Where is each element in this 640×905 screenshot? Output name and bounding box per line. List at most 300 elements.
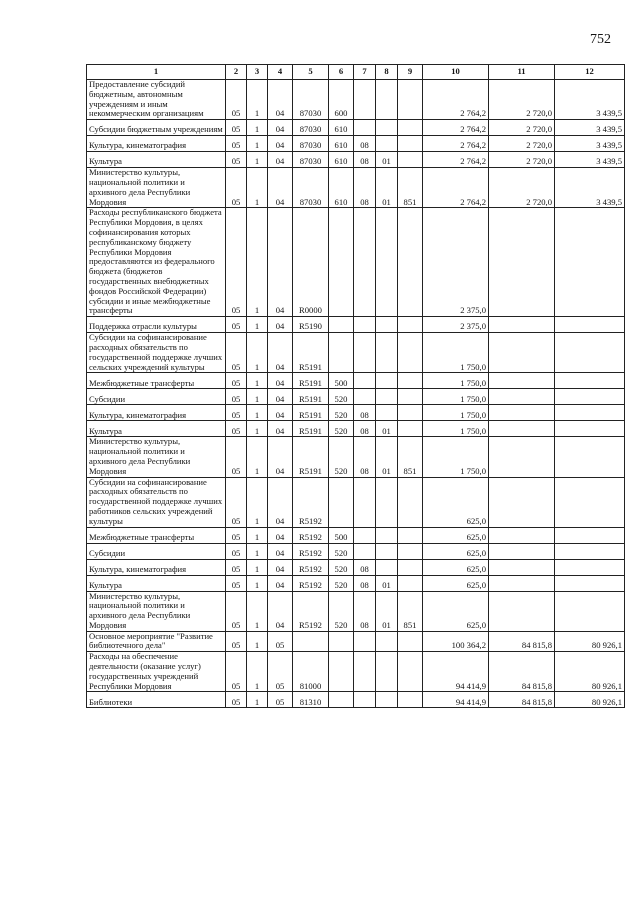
code-gp-cell: 05 bbox=[226, 389, 247, 405]
code-pp-cell: 1 bbox=[247, 477, 268, 527]
code-target-cell: R5192 bbox=[293, 559, 329, 575]
code-pp-cell: 1 bbox=[247, 168, 268, 208]
code-grbs-cell bbox=[398, 208, 423, 317]
amount-year-1-cell: 1 750,0 bbox=[423, 373, 489, 389]
amount-year-2-cell bbox=[489, 405, 555, 421]
amount-year-1-cell: 1 750,0 bbox=[423, 405, 489, 421]
code-grbs-cell bbox=[398, 405, 423, 421]
code-om-cell: 04 bbox=[268, 575, 293, 591]
amount-year-2-cell bbox=[489, 437, 555, 477]
code-section-cell: 08 bbox=[354, 168, 376, 208]
code-section-cell: 08 bbox=[354, 559, 376, 575]
code-gp-cell: 05 bbox=[226, 437, 247, 477]
column-header-12: 12 bbox=[555, 65, 625, 80]
code-section-cell: 08 bbox=[354, 591, 376, 631]
code-target-cell: R5192 bbox=[293, 527, 329, 543]
row-name-cell: Культура, кинематография bbox=[87, 136, 226, 152]
code-om-cell: 04 bbox=[268, 477, 293, 527]
table-row bbox=[87, 373, 625, 389]
code-pp-cell: 1 bbox=[247, 591, 268, 631]
code-om-cell: 05 bbox=[268, 631, 293, 652]
code-grbs-cell bbox=[398, 317, 423, 333]
amount-year-3-cell: 80 926,1 bbox=[555, 652, 625, 692]
code-vr-cell bbox=[329, 692, 354, 708]
code-section-cell bbox=[354, 373, 376, 389]
column-header-11: 11 bbox=[489, 65, 555, 80]
row-name-cell: Культура bbox=[87, 152, 226, 168]
code-target-cell: 81310 bbox=[293, 692, 329, 708]
row-name-cell: Основное мероприятие "Развитие библиотечного дела" bbox=[87, 631, 226, 652]
code-gp-cell: 05 bbox=[226, 405, 247, 421]
code-target-cell: R5190 bbox=[293, 317, 329, 333]
code-vr-cell bbox=[329, 333, 354, 373]
code-grbs-cell: 851 bbox=[398, 168, 423, 208]
code-section-cell: 08 bbox=[354, 437, 376, 477]
code-om-cell: 04 bbox=[268, 389, 293, 405]
code-vr-cell: 520 bbox=[329, 559, 354, 575]
code-pp-cell: 1 bbox=[247, 208, 268, 317]
code-grbs-cell bbox=[398, 152, 423, 168]
code-om-cell: 04 bbox=[268, 152, 293, 168]
amount-year-3-cell bbox=[555, 527, 625, 543]
code-section-cell bbox=[354, 692, 376, 708]
code-om-cell: 04 bbox=[268, 317, 293, 333]
code-vr-cell bbox=[329, 477, 354, 527]
amount-year-1-cell: 625,0 bbox=[423, 543, 489, 559]
column-header-10: 10 bbox=[423, 65, 489, 80]
code-vr-cell: 610 bbox=[329, 120, 354, 136]
row-name-cell: Субсидии бюджетным учреждениям bbox=[87, 120, 226, 136]
code-gp-cell: 05 bbox=[226, 168, 247, 208]
code-gp-cell: 05 bbox=[226, 692, 247, 708]
code-om-cell: 04 bbox=[268, 208, 293, 317]
code-gp-cell: 05 bbox=[226, 527, 247, 543]
code-vr-cell: 520 bbox=[329, 543, 354, 559]
amount-year-1-cell: 2 375,0 bbox=[423, 317, 489, 333]
code-grbs-cell bbox=[398, 543, 423, 559]
column-header-8: 8 bbox=[376, 65, 398, 80]
code-section-cell bbox=[354, 543, 376, 559]
code-pp-cell: 1 bbox=[247, 559, 268, 575]
code-gp-cell: 05 bbox=[226, 80, 247, 120]
code-subsection-cell bbox=[376, 543, 398, 559]
code-target-cell: 87030 bbox=[293, 80, 329, 120]
code-pp-cell: 1 bbox=[247, 389, 268, 405]
code-vr-cell: 520 bbox=[329, 437, 354, 477]
code-pp-cell: 1 bbox=[247, 575, 268, 591]
code-subsection-cell bbox=[376, 631, 398, 652]
code-om-cell: 04 bbox=[268, 373, 293, 389]
row-name-cell: Расходы на обеспечение деятельности (оказание услуг) государственных учреждений Республики Мордовия bbox=[87, 652, 226, 692]
row-name-cell: Межбюджетные трансферты bbox=[87, 527, 226, 543]
code-subsection-cell bbox=[376, 477, 398, 527]
code-pp-cell: 1 bbox=[247, 136, 268, 152]
table-row bbox=[87, 477, 625, 527]
code-pp-cell: 1 bbox=[247, 437, 268, 477]
amount-year-2-cell bbox=[489, 421, 555, 437]
amount-year-1-cell: 2 764,2 bbox=[423, 168, 489, 208]
row-name-cell: Субсидии bbox=[87, 389, 226, 405]
code-target-cell: R5192 bbox=[293, 575, 329, 591]
amount-year-1-cell: 100 364,2 bbox=[423, 631, 489, 652]
code-subsection-cell: 01 bbox=[376, 421, 398, 437]
amount-year-2-cell bbox=[489, 527, 555, 543]
table-row bbox=[87, 559, 625, 575]
amount-year-3-cell bbox=[555, 559, 625, 575]
code-subsection-cell bbox=[376, 527, 398, 543]
row-name-cell: Библиотеки bbox=[87, 692, 226, 708]
amount-year-2-cell bbox=[489, 543, 555, 559]
code-gp-cell: 05 bbox=[226, 421, 247, 437]
amount-year-3-cell bbox=[555, 333, 625, 373]
amount-year-3-cell: 80 926,1 bbox=[555, 692, 625, 708]
amount-year-3-cell: 3 439,5 bbox=[555, 152, 625, 168]
code-gp-cell: 05 bbox=[226, 317, 247, 333]
code-subsection-cell: 01 bbox=[376, 168, 398, 208]
code-subsection-cell bbox=[376, 136, 398, 152]
table-row bbox=[87, 527, 625, 543]
code-pp-cell: 1 bbox=[247, 373, 268, 389]
code-vr-cell: 520 bbox=[329, 389, 354, 405]
code-pp-cell: 1 bbox=[247, 405, 268, 421]
amount-year-1-cell: 625,0 bbox=[423, 559, 489, 575]
code-grbs-cell bbox=[398, 652, 423, 692]
table-row bbox=[87, 692, 625, 708]
table-row bbox=[87, 168, 625, 208]
code-section-cell bbox=[354, 208, 376, 317]
amount-year-3-cell: 3 439,5 bbox=[555, 120, 625, 136]
amount-year-2-cell bbox=[489, 373, 555, 389]
amount-year-2-cell: 2 720,0 bbox=[489, 120, 555, 136]
amount-year-3-cell: 3 439,5 bbox=[555, 168, 625, 208]
code-vr-cell bbox=[329, 631, 354, 652]
code-target-cell: R5192 bbox=[293, 543, 329, 559]
amount-year-2-cell bbox=[489, 333, 555, 373]
amount-year-2-cell: 2 720,0 bbox=[489, 168, 555, 208]
code-section-cell: 08 bbox=[354, 575, 376, 591]
code-om-cell: 04 bbox=[268, 120, 293, 136]
code-grbs-cell bbox=[398, 120, 423, 136]
amount-year-3-cell bbox=[555, 477, 625, 527]
code-target-cell: R5191 bbox=[293, 437, 329, 477]
column-header-2: 2 bbox=[226, 65, 247, 80]
code-vr-cell: 610 bbox=[329, 136, 354, 152]
code-subsection-cell: 01 bbox=[376, 591, 398, 631]
amount-year-3-cell bbox=[555, 575, 625, 591]
table-row bbox=[87, 575, 625, 591]
code-pp-cell: 1 bbox=[247, 692, 268, 708]
code-grbs-cell bbox=[398, 80, 423, 120]
code-target-cell: 87030 bbox=[293, 152, 329, 168]
code-subsection-cell bbox=[376, 405, 398, 421]
column-header-7: 7 bbox=[354, 65, 376, 80]
code-section-cell bbox=[354, 527, 376, 543]
code-pp-cell: 1 bbox=[247, 421, 268, 437]
table-row bbox=[87, 437, 625, 477]
amount-year-3-cell bbox=[555, 317, 625, 333]
code-section-cell bbox=[354, 652, 376, 692]
code-subsection-cell bbox=[376, 120, 398, 136]
row-name-cell: Министерство культуры, национальной политики и архивного дела Республики Мордовия bbox=[87, 591, 226, 631]
amount-year-1-cell: 2 764,2 bbox=[423, 120, 489, 136]
column-header-6: 6 bbox=[329, 65, 354, 80]
code-om-cell: 05 bbox=[268, 652, 293, 692]
code-grbs-cell: 851 bbox=[398, 437, 423, 477]
page-number: 752 bbox=[590, 32, 611, 47]
code-section-cell bbox=[354, 80, 376, 120]
code-section-cell bbox=[354, 631, 376, 652]
code-subsection-cell bbox=[376, 373, 398, 389]
code-vr-cell bbox=[329, 317, 354, 333]
row-name-cell: Культура, кинематография bbox=[87, 559, 226, 575]
row-name-cell: Предоставление субсидий бюджетным, автономным учреждениям и иным некоммерческим организациям bbox=[87, 80, 226, 120]
code-vr-cell: 500 bbox=[329, 373, 354, 389]
code-vr-cell: 610 bbox=[329, 152, 354, 168]
code-subsection-cell bbox=[376, 317, 398, 333]
code-pp-cell: 1 bbox=[247, 80, 268, 120]
amount-year-2-cell: 84 815,8 bbox=[489, 631, 555, 652]
code-vr-cell: 500 bbox=[329, 527, 354, 543]
code-pp-cell: 1 bbox=[247, 333, 268, 373]
amount-year-3-cell: 3 439,5 bbox=[555, 80, 625, 120]
code-pp-cell: 1 bbox=[247, 652, 268, 692]
code-vr-cell: 600 bbox=[329, 80, 354, 120]
code-grbs-cell bbox=[398, 136, 423, 152]
code-om-cell: 04 bbox=[268, 405, 293, 421]
amount-year-1-cell: 94 414,9 bbox=[423, 692, 489, 708]
code-grbs-cell bbox=[398, 559, 423, 575]
code-target-cell: R5191 bbox=[293, 405, 329, 421]
code-subsection-cell: 01 bbox=[376, 152, 398, 168]
amount-year-1-cell: 2 764,2 bbox=[423, 152, 489, 168]
code-grbs-cell bbox=[398, 575, 423, 591]
code-section-cell bbox=[354, 317, 376, 333]
code-subsection-cell bbox=[376, 389, 398, 405]
amount-year-1-cell: 625,0 bbox=[423, 477, 489, 527]
code-grbs-cell bbox=[398, 631, 423, 652]
code-grbs-cell bbox=[398, 477, 423, 527]
code-gp-cell: 05 bbox=[226, 333, 247, 373]
table-row bbox=[87, 333, 625, 373]
code-section-cell: 08 bbox=[354, 421, 376, 437]
table-body bbox=[87, 80, 625, 708]
amount-year-1-cell: 94 414,9 bbox=[423, 652, 489, 692]
amount-year-1-cell: 2 375,0 bbox=[423, 208, 489, 317]
code-grbs-cell bbox=[398, 389, 423, 405]
row-name-cell: Межбюджетные трансферты bbox=[87, 373, 226, 389]
code-subsection-cell bbox=[376, 333, 398, 373]
code-gp-cell: 05 bbox=[226, 120, 247, 136]
code-section-cell bbox=[354, 477, 376, 527]
code-gp-cell: 05 bbox=[226, 152, 247, 168]
amount-year-1-cell: 625,0 bbox=[423, 527, 489, 543]
amount-year-3-cell bbox=[555, 591, 625, 631]
table-row bbox=[87, 389, 625, 405]
code-gp-cell: 05 bbox=[226, 543, 247, 559]
code-subsection-cell: 01 bbox=[376, 437, 398, 477]
code-target-cell: R0000 bbox=[293, 208, 329, 317]
code-target-cell: R5191 bbox=[293, 389, 329, 405]
table-row bbox=[87, 80, 625, 120]
code-target-cell: 87030 bbox=[293, 136, 329, 152]
code-gp-cell: 05 bbox=[226, 591, 247, 631]
code-gp-cell: 05 bbox=[226, 477, 247, 527]
table-row bbox=[87, 421, 625, 437]
code-om-cell: 04 bbox=[268, 168, 293, 208]
budget-table bbox=[86, 64, 625, 708]
table-row bbox=[87, 208, 625, 317]
code-subsection-cell bbox=[376, 80, 398, 120]
table-row bbox=[87, 120, 625, 136]
code-pp-cell: 1 bbox=[247, 527, 268, 543]
amount-year-2-cell: 84 815,8 bbox=[489, 652, 555, 692]
amount-year-1-cell: 2 764,2 bbox=[423, 80, 489, 120]
code-om-cell: 04 bbox=[268, 136, 293, 152]
amount-year-3-cell: 3 439,5 bbox=[555, 136, 625, 152]
code-target-cell: R5191 bbox=[293, 333, 329, 373]
code-pp-cell: 1 bbox=[247, 543, 268, 559]
row-name-cell: Культура, кинематография bbox=[87, 405, 226, 421]
code-om-cell: 04 bbox=[268, 437, 293, 477]
amount-year-2-cell bbox=[489, 591, 555, 631]
code-grbs-cell bbox=[398, 692, 423, 708]
amount-year-3-cell bbox=[555, 208, 625, 317]
code-target-cell: R5191 bbox=[293, 421, 329, 437]
code-om-cell: 04 bbox=[268, 543, 293, 559]
row-name-cell: Министерство культуры, национальной политики и архивного дела Республики Мордовия bbox=[87, 168, 226, 208]
row-name-cell: Субсидии на софинансирование расходных обязательств по государственной поддержке лучших сельских учреждений культуры bbox=[87, 333, 226, 373]
amount-year-1-cell: 1 750,0 bbox=[423, 389, 489, 405]
amount-year-2-cell: 2 720,0 bbox=[489, 136, 555, 152]
code-pp-cell: 1 bbox=[247, 317, 268, 333]
amount-year-1-cell: 1 750,0 bbox=[423, 421, 489, 437]
code-gp-cell: 05 bbox=[226, 373, 247, 389]
code-grbs-cell bbox=[398, 527, 423, 543]
code-section-cell bbox=[354, 120, 376, 136]
code-gp-cell: 05 bbox=[226, 136, 247, 152]
amount-year-2-cell: 2 720,0 bbox=[489, 80, 555, 120]
row-name-cell: Субсидии bbox=[87, 543, 226, 559]
code-grbs-cell bbox=[398, 421, 423, 437]
header-row bbox=[87, 65, 625, 80]
code-target-cell: 87030 bbox=[293, 120, 329, 136]
amount-year-2-cell bbox=[489, 317, 555, 333]
code-target-cell: R5192 bbox=[293, 477, 329, 527]
code-gp-cell: 05 bbox=[226, 631, 247, 652]
code-section-cell: 08 bbox=[354, 136, 376, 152]
amount-year-3-cell bbox=[555, 373, 625, 389]
code-gp-cell: 05 bbox=[226, 208, 247, 317]
amount-year-1-cell: 1 750,0 bbox=[423, 333, 489, 373]
code-om-cell: 04 bbox=[268, 591, 293, 631]
code-vr-cell: 520 bbox=[329, 575, 354, 591]
code-target-cell: 87030 bbox=[293, 168, 329, 208]
amount-year-3-cell bbox=[555, 389, 625, 405]
amount-year-2-cell: 2 720,0 bbox=[489, 152, 555, 168]
code-om-cell: 04 bbox=[268, 527, 293, 543]
code-target-cell bbox=[293, 631, 329, 652]
code-vr-cell: 520 bbox=[329, 421, 354, 437]
code-section-cell bbox=[354, 333, 376, 373]
code-pp-cell: 1 bbox=[247, 120, 268, 136]
code-grbs-cell bbox=[398, 373, 423, 389]
amount-year-3-cell: 80 926,1 bbox=[555, 631, 625, 652]
table-row bbox=[87, 543, 625, 559]
amount-year-1-cell: 625,0 bbox=[423, 575, 489, 591]
code-vr-cell bbox=[329, 208, 354, 317]
code-target-cell: R5191 bbox=[293, 373, 329, 389]
code-section-cell bbox=[354, 389, 376, 405]
code-vr-cell: 610 bbox=[329, 168, 354, 208]
code-pp-cell: 1 bbox=[247, 152, 268, 168]
code-vr-cell: 520 bbox=[329, 405, 354, 421]
table-row bbox=[87, 405, 625, 421]
code-target-cell: 81000 bbox=[293, 652, 329, 692]
code-vr-cell: 520 bbox=[329, 591, 354, 631]
amount-year-2-cell bbox=[489, 208, 555, 317]
table-row bbox=[87, 317, 625, 333]
amount-year-1-cell: 625,0 bbox=[423, 591, 489, 631]
amount-year-3-cell bbox=[555, 405, 625, 421]
table-row bbox=[87, 652, 625, 692]
code-grbs-cell: 851 bbox=[398, 591, 423, 631]
code-gp-cell: 05 bbox=[226, 559, 247, 575]
amount-year-3-cell bbox=[555, 437, 625, 477]
code-subsection-cell bbox=[376, 652, 398, 692]
code-section-cell: 08 bbox=[354, 405, 376, 421]
column-header-1: 1 bbox=[87, 65, 226, 80]
row-name-cell: Культура bbox=[87, 421, 226, 437]
amount-year-2-cell bbox=[489, 477, 555, 527]
code-om-cell: 04 bbox=[268, 421, 293, 437]
table-header bbox=[87, 65, 625, 80]
column-header-3: 3 bbox=[247, 65, 268, 80]
amount-year-1-cell: 1 750,0 bbox=[423, 437, 489, 477]
row-name-cell: Поддержка отрасли культуры bbox=[87, 317, 226, 333]
table-row bbox=[87, 591, 625, 631]
row-name-cell: Культура bbox=[87, 575, 226, 591]
code-grbs-cell bbox=[398, 333, 423, 373]
table-row bbox=[87, 136, 625, 152]
code-om-cell: 04 bbox=[268, 80, 293, 120]
amount-year-2-cell bbox=[489, 575, 555, 591]
amount-year-3-cell bbox=[555, 543, 625, 559]
amount-year-2-cell bbox=[489, 559, 555, 575]
code-om-cell: 04 bbox=[268, 333, 293, 373]
column-header-9: 9 bbox=[398, 65, 423, 80]
code-subsection-cell bbox=[376, 208, 398, 317]
code-vr-cell bbox=[329, 652, 354, 692]
row-name-cell: Министерство культуры, национальной политики и архивного дела Республики Мордовия bbox=[87, 437, 226, 477]
amount-year-2-cell bbox=[489, 389, 555, 405]
code-target-cell: R5192 bbox=[293, 591, 329, 631]
amount-year-1-cell: 2 764,2 bbox=[423, 136, 489, 152]
code-om-cell: 04 bbox=[268, 559, 293, 575]
code-pp-cell: 1 bbox=[247, 631, 268, 652]
table-row bbox=[87, 152, 625, 168]
row-name-cell: Субсидии на софинансирование расходных обязательств по государственной поддержке лучших работников сельских учреждений культуры bbox=[87, 477, 226, 527]
code-gp-cell: 05 bbox=[226, 652, 247, 692]
amount-year-2-cell: 84 815,8 bbox=[489, 692, 555, 708]
code-subsection-cell bbox=[376, 559, 398, 575]
code-section-cell: 08 bbox=[354, 152, 376, 168]
column-header-4: 4 bbox=[268, 65, 293, 80]
amount-year-3-cell bbox=[555, 421, 625, 437]
table-row bbox=[87, 631, 625, 652]
code-subsection-cell bbox=[376, 692, 398, 708]
code-om-cell: 05 bbox=[268, 692, 293, 708]
code-gp-cell: 05 bbox=[226, 575, 247, 591]
